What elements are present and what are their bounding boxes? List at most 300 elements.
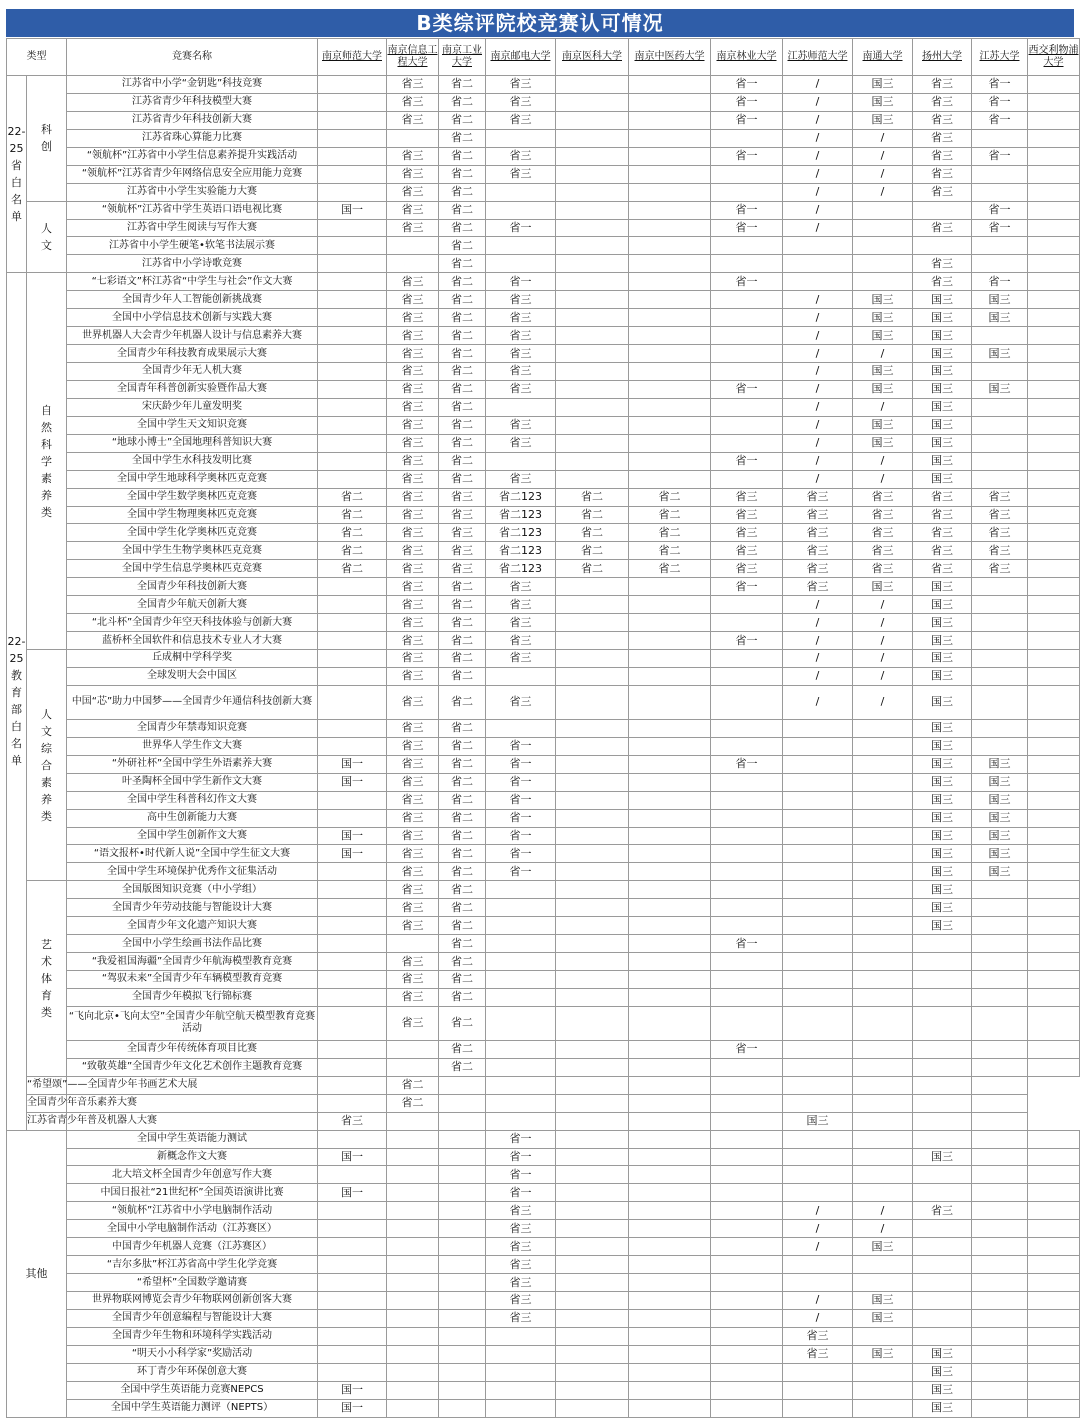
recognition-level	[318, 452, 387, 470]
recognition-level: 省三	[783, 488, 853, 506]
recognition-level: 国三	[853, 1309, 913, 1327]
recognition-level	[711, 255, 783, 273]
recognition-level: 省三	[387, 988, 439, 1006]
competition-name: 全国青少年无人机大赛	[67, 363, 318, 381]
recognition-level	[629, 1148, 711, 1166]
recognition-level: 国三	[913, 809, 972, 827]
recognition-level	[387, 935, 439, 953]
recognition-level: 省三	[486, 578, 556, 596]
recognition-level: 省二	[439, 309, 486, 327]
recognition-level: 省二	[439, 201, 486, 219]
recognition-level	[556, 988, 629, 1006]
recognition-level	[629, 345, 711, 363]
recognition-level: /	[783, 1220, 853, 1238]
competition-name: 中国“芯”助力中国梦——全国青少年通信科技创新大赛	[67, 685, 318, 719]
recognition-level	[913, 1040, 972, 1058]
recognition-level	[629, 1399, 711, 1417]
recognition-level: 国三	[853, 309, 913, 327]
subgroup-label: 艺 术 体 育 类	[27, 881, 67, 1076]
recognition-level	[629, 578, 711, 596]
recognition-level	[1028, 488, 1080, 506]
recognition-level: 国三	[972, 845, 1028, 863]
recognition-level: 省二	[439, 398, 486, 416]
recognition-level	[629, 685, 711, 719]
recognition-level	[486, 1058, 556, 1076]
recognition-level: 省二	[439, 650, 486, 668]
recognition-level	[629, 434, 711, 452]
recognition-level: 省二	[439, 363, 486, 381]
recognition-level: 省二	[439, 827, 486, 845]
recognition-level: 国三	[972, 773, 1028, 791]
recognition-level	[913, 1256, 972, 1274]
recognition-level	[629, 93, 711, 111]
recognition-level	[972, 596, 1028, 614]
table-row	[7, 363, 1080, 381]
recognition-level	[853, 1381, 913, 1399]
recognition-level: 省三	[387, 327, 439, 345]
recognition-level	[913, 1327, 972, 1345]
recognition-level	[486, 971, 556, 989]
table-row	[7, 737, 1080, 755]
recognition-level	[556, 93, 629, 111]
recognition-level	[783, 953, 853, 971]
competition-name: 中国日报社“21世纪杯”全国英语演讲比赛	[67, 1184, 318, 1202]
recognition-level	[1028, 327, 1080, 345]
recognition-level	[486, 1381, 556, 1399]
recognition-level	[318, 434, 387, 452]
recognition-level	[556, 363, 629, 381]
recognition-level	[1028, 1130, 1080, 1148]
competition-name: “致敬英雄”全国青少年文化艺术创作主题教育竞赛	[67, 1058, 318, 1076]
recognition-level	[629, 1238, 711, 1256]
recognition-level	[318, 273, 387, 291]
recognition-level	[629, 650, 711, 668]
recognition-level	[486, 1363, 556, 1381]
recognition-level	[556, 398, 629, 416]
table-row	[7, 76, 1080, 94]
recognition-level	[711, 1148, 783, 1166]
recognition-level	[486, 1327, 556, 1345]
recognition-level	[783, 237, 853, 255]
recognition-level	[556, 1058, 629, 1076]
recognition-level	[1028, 1148, 1080, 1166]
recognition-level: 国三	[972, 827, 1028, 845]
recognition-level	[913, 1166, 972, 1184]
recognition-level	[783, 988, 853, 1006]
recognition-level: 省三	[913, 488, 972, 506]
recognition-level	[711, 1381, 783, 1399]
recognition-level	[783, 917, 853, 935]
recognition-level: /	[853, 1202, 913, 1220]
competition-name: 全国中学生数学奥林匹克竞赛	[67, 488, 318, 506]
recognition-level	[783, 791, 853, 809]
recognition-level: 省三	[972, 560, 1028, 578]
table-row	[7, 685, 1080, 719]
recognition-level	[629, 632, 711, 650]
recognition-level	[1028, 773, 1080, 791]
recognition-level	[853, 1112, 913, 1130]
recognition-level	[913, 953, 972, 971]
recognition-level: 省三	[711, 560, 783, 578]
recognition-level	[318, 219, 387, 237]
recognition-level	[556, 578, 629, 596]
recognition-level: 省三	[387, 345, 439, 363]
recognition-level: 省三	[913, 183, 972, 201]
recognition-level: 省二	[439, 93, 486, 111]
recognition-level	[556, 1381, 629, 1399]
recognition-level: 省一	[486, 1166, 556, 1184]
recognition-level: 省二	[439, 719, 486, 737]
recognition-level: 省二	[439, 434, 486, 452]
recognition-level: 省三	[318, 1112, 387, 1130]
recognition-level: 省三	[439, 506, 486, 524]
recognition-level	[853, 237, 913, 255]
recognition-level	[783, 899, 853, 917]
header-university: 扬州大学	[913, 39, 972, 76]
recognition-level	[556, 1094, 629, 1112]
recognition-level	[556, 327, 629, 345]
recognition-level	[556, 1274, 629, 1292]
recognition-level	[556, 1363, 629, 1381]
recognition-level	[972, 1238, 1028, 1256]
recognition-level: 国三	[972, 291, 1028, 309]
recognition-level: 省三	[486, 470, 556, 488]
recognition-level	[783, 1076, 853, 1094]
recognition-level	[556, 1040, 629, 1058]
recognition-level: 省二	[439, 147, 486, 165]
recognition-level	[439, 1399, 486, 1417]
recognition-level: 国三	[913, 470, 972, 488]
competition-name: 丘成桐中学科学奖	[67, 650, 318, 668]
recognition-level	[318, 1309, 387, 1327]
table-row	[7, 291, 1080, 309]
recognition-level: 国三	[913, 291, 972, 309]
recognition-level	[711, 1094, 783, 1112]
recognition-level	[318, 1130, 387, 1148]
recognition-level: 国一	[318, 827, 387, 845]
recognition-level	[556, 147, 629, 165]
recognition-level: 省二	[439, 971, 486, 989]
recognition-level: 省三	[387, 291, 439, 309]
recognition-level	[486, 1345, 556, 1363]
recognition-level: 省三	[486, 93, 556, 111]
recognition-level	[711, 1256, 783, 1274]
table-row	[7, 1076, 1080, 1094]
recognition-level	[853, 1363, 913, 1381]
recognition-level: 国一	[318, 845, 387, 863]
recognition-level	[972, 1130, 1028, 1148]
recognition-level: 省一	[972, 219, 1028, 237]
recognition-level: 国三	[913, 434, 972, 452]
table-row	[7, 380, 1080, 398]
recognition-level	[318, 327, 387, 345]
recognition-level	[972, 327, 1028, 345]
recognition-level	[711, 1292, 783, 1310]
table-row	[7, 237, 1080, 255]
recognition-level	[318, 1238, 387, 1256]
recognition-level	[556, 685, 629, 719]
recognition-level: 省一	[486, 809, 556, 827]
recognition-level	[972, 416, 1028, 434]
recognition-level	[711, 881, 783, 899]
header-university: 南京中医药大学	[629, 39, 711, 76]
recognition-level: /	[783, 345, 853, 363]
recognition-level: 省一	[711, 111, 783, 129]
recognition-level	[318, 1363, 387, 1381]
recognition-level: 省二	[439, 291, 486, 309]
recognition-level	[972, 1058, 1028, 1076]
recognition-level	[783, 1381, 853, 1399]
recognition-level: 省一	[711, 76, 783, 94]
recognition-level: 省二	[439, 380, 486, 398]
recognition-level: /	[783, 129, 853, 147]
recognition-level	[1028, 917, 1080, 935]
subgroup-label: 人 文	[27, 201, 67, 273]
recognition-level	[711, 1184, 783, 1202]
recognition-level	[629, 165, 711, 183]
recognition-level	[1028, 1256, 1080, 1274]
competition-name: “语文报杯•时代新人说”全国中学生征文大赛	[67, 845, 318, 863]
table-row	[7, 1220, 1080, 1238]
recognition-level	[711, 237, 783, 255]
recognition-level	[318, 380, 387, 398]
recognition-level	[556, 291, 629, 309]
recognition-level	[318, 1345, 387, 1363]
recognition-level	[853, 935, 913, 953]
recognition-level	[486, 398, 556, 416]
recognition-level	[711, 363, 783, 381]
recognition-level	[711, 988, 783, 1006]
recognition-level	[853, 755, 913, 773]
recognition-level: /	[783, 111, 853, 129]
recognition-level	[972, 632, 1028, 650]
recognition-level	[556, 1006, 629, 1040]
recognition-level	[1028, 971, 1080, 989]
recognition-level	[387, 255, 439, 273]
recognition-level	[629, 773, 711, 791]
recognition-level: /	[783, 327, 853, 345]
recognition-level: 省三	[913, 129, 972, 147]
recognition-level	[439, 1274, 486, 1292]
recognition-level: 国三	[913, 667, 972, 685]
recognition-level: 省二	[439, 111, 486, 129]
recognition-level	[556, 201, 629, 219]
table-row	[7, 506, 1080, 524]
recognition-level: /	[853, 650, 913, 668]
recognition-level	[1028, 309, 1080, 327]
recognition-level: /	[783, 614, 853, 632]
recognition-level	[387, 129, 439, 147]
recognition-level	[486, 129, 556, 147]
recognition-level: 国一	[318, 1381, 387, 1399]
recognition-level: 省三	[387, 809, 439, 827]
table-row	[7, 1130, 1080, 1148]
recognition-level	[1028, 1363, 1080, 1381]
competition-name: 世界机器人大会青少年机器人设计与信息素养大赛	[67, 327, 318, 345]
recognition-level: 省三	[853, 524, 913, 542]
recognition-level	[318, 255, 387, 273]
recognition-level	[972, 1112, 1028, 1130]
header-university: 江苏大学	[972, 39, 1028, 76]
group-label: 22-25 省 白 名 单	[7, 76, 27, 273]
recognition-level	[387, 1256, 439, 1274]
subgroup-label: 自 然 科 学 素 养 类	[27, 273, 67, 650]
recognition-level: 省二	[439, 345, 486, 363]
recognition-level	[387, 1399, 439, 1417]
recognition-level	[318, 291, 387, 309]
recognition-level	[1028, 650, 1080, 668]
recognition-level	[972, 470, 1028, 488]
recognition-level: 省二	[318, 506, 387, 524]
recognition-level: 省二	[439, 273, 486, 291]
table-row	[7, 524, 1080, 542]
table-row	[7, 827, 1080, 845]
recognition-level: 省三	[387, 755, 439, 773]
recognition-level	[629, 827, 711, 845]
recognition-level: 省三	[387, 76, 439, 94]
recognition-level	[711, 416, 783, 434]
recognition-level	[1028, 560, 1080, 578]
competition-name: 全国中学生创新作文大赛	[67, 827, 318, 845]
recognition-level	[913, 1292, 972, 1310]
recognition-level	[1028, 899, 1080, 917]
recognition-level	[556, 917, 629, 935]
recognition-level: 省二	[439, 237, 486, 255]
recognition-level	[556, 773, 629, 791]
recognition-level	[1028, 1006, 1080, 1040]
recognition-level	[629, 1309, 711, 1327]
recognition-level	[972, 988, 1028, 1006]
recognition-level	[711, 863, 783, 881]
recognition-level: 国一	[318, 755, 387, 773]
recognition-level: 省三	[486, 685, 556, 719]
recognition-level: 省三	[387, 791, 439, 809]
recognition-level: 省三	[783, 578, 853, 596]
recognition-level: 省二	[629, 488, 711, 506]
recognition-level	[1028, 452, 1080, 470]
recognition-level: 国三	[853, 1345, 913, 1363]
recognition-level	[387, 1220, 439, 1238]
recognition-level	[1028, 845, 1080, 863]
recognition-level	[972, 614, 1028, 632]
competition-name: 环丁青少年环保创意大赛	[67, 1363, 318, 1381]
recognition-level	[629, 363, 711, 381]
recognition-level: 省三	[486, 1274, 556, 1292]
recognition-level	[711, 345, 783, 363]
recognition-level: 省三	[783, 1327, 853, 1345]
competition-name: “吉尔多肽”杯江苏省高中学生化学竞赛	[67, 1256, 318, 1274]
recognition-level	[629, 1202, 711, 1220]
recognition-level: /	[783, 1292, 853, 1310]
recognition-level: 省三	[711, 488, 783, 506]
recognition-level	[556, 1130, 629, 1148]
recognition-level: 省一	[486, 791, 556, 809]
recognition-level: 国三	[853, 93, 913, 111]
recognition-level	[853, 881, 913, 899]
recognition-level	[711, 327, 783, 345]
recognition-level	[387, 1184, 439, 1202]
recognition-level	[629, 719, 711, 737]
recognition-level	[913, 1006, 972, 1040]
recognition-level	[486, 881, 556, 899]
recognition-level	[783, 827, 853, 845]
recognition-level: 省三	[486, 1256, 556, 1274]
recognition-level	[318, 165, 387, 183]
recognition-level: 省三	[387, 309, 439, 327]
recognition-level	[629, 1381, 711, 1399]
competition-name: 世界华人学生作文大赛	[67, 737, 318, 755]
recognition-level	[913, 1238, 972, 1256]
recognition-level	[711, 1345, 783, 1363]
recognition-level: 省三	[913, 273, 972, 291]
recognition-level: 省三	[387, 667, 439, 685]
recognition-level	[853, 863, 913, 881]
recognition-level: 省一	[711, 93, 783, 111]
recognition-level: 省一	[711, 452, 783, 470]
competition-name: 全国中学生天文知识竞赛	[67, 416, 318, 434]
recognition-level	[318, 76, 387, 94]
competition-name: “外研社杯”全国中学生外语素养大赛	[67, 755, 318, 773]
recognition-level	[556, 416, 629, 434]
recognition-level: 省三	[387, 506, 439, 524]
recognition-level: 省三	[387, 398, 439, 416]
recognition-level	[318, 650, 387, 668]
recognition-level	[556, 219, 629, 237]
competition-name: 全国青少年劳动技能与智能设计大赛	[67, 899, 318, 917]
recognition-level: 省三	[783, 542, 853, 560]
recognition-level: 国三	[913, 650, 972, 668]
recognition-level	[318, 791, 387, 809]
recognition-level: 国三	[913, 1381, 972, 1399]
recognition-level: 省三	[387, 434, 439, 452]
recognition-level	[387, 1130, 439, 1148]
recognition-level: 省二	[439, 76, 486, 94]
recognition-level	[711, 1112, 783, 1130]
recognition-level	[1028, 93, 1080, 111]
recognition-level	[486, 237, 556, 255]
recognition-level: 省三	[387, 1006, 439, 1040]
recognition-level	[387, 1363, 439, 1381]
recognition-level	[783, 737, 853, 755]
recognition-level: 省三	[486, 650, 556, 668]
recognition-level	[439, 1166, 486, 1184]
recognition-level	[1028, 147, 1080, 165]
recognition-level: 省三	[913, 76, 972, 94]
recognition-level: /	[783, 470, 853, 488]
recognition-level	[972, 1292, 1028, 1310]
recognition-level: 省一	[486, 1148, 556, 1166]
recognition-level	[1028, 1040, 1080, 1058]
recognition-level	[913, 237, 972, 255]
recognition-level: 省三	[387, 147, 439, 165]
recognition-level: 省三	[387, 111, 439, 129]
table-row	[7, 93, 1080, 111]
recognition-level	[486, 201, 556, 219]
recognition-level: 省一	[711, 935, 783, 953]
header-university: 南京林业大学	[711, 39, 783, 76]
recognition-level	[972, 237, 1028, 255]
recognition-level	[556, 827, 629, 845]
recognition-level	[972, 434, 1028, 452]
recognition-level: 省一	[972, 147, 1028, 165]
recognition-level	[556, 380, 629, 398]
recognition-level: 省二	[439, 578, 486, 596]
recognition-level	[711, 899, 783, 917]
table-row	[7, 560, 1080, 578]
recognition-level: /	[853, 685, 913, 719]
recognition-level	[1028, 1166, 1080, 1184]
recognition-level: 省一	[711, 147, 783, 165]
